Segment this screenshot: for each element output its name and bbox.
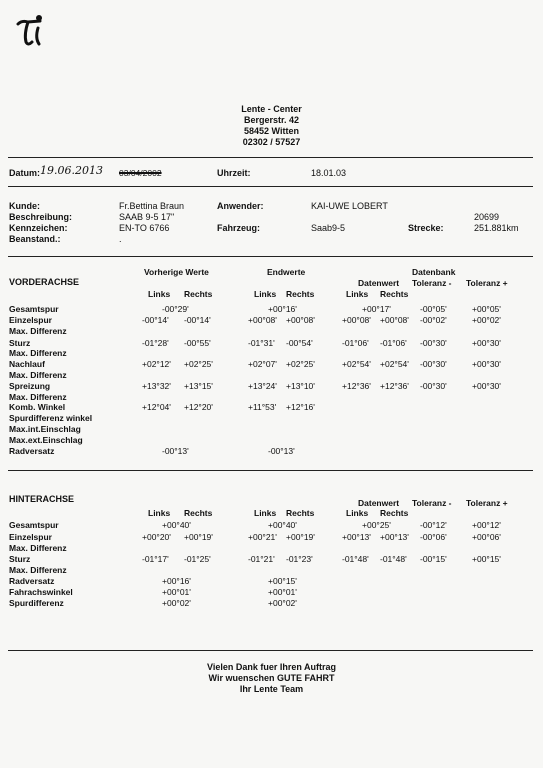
beschreibung-value: SAAB 9-5 17" [119,212,175,222]
va-value-tm: -00°02' [420,315,447,325]
ha-datenwert-rechts-header: Rechts [380,508,409,518]
va-row-label: Max. Differenz [9,348,67,358]
address-street: Bergerstr. 42 [243,115,300,125]
ha-value-d-c: +00°25' [362,520,391,530]
ha-value-e-c: +00°02' [268,598,297,608]
endwerte-header: Endwerte [267,267,306,277]
vorherige-links-header: Links [148,289,171,299]
va-row-label: Spreizung [9,381,51,391]
anwender-label: Anwender: [217,201,264,211]
va-value-e-l: +02°07' [248,359,277,369]
va-row-label: Max. Differenz [9,392,67,402]
divider [8,650,533,651]
kunde-value: Fr.Bettina Braun [119,201,185,211]
vorderachse-title: VORDERACHSE [9,277,80,287]
ha-value-tp: +00°06' [472,532,501,542]
vorherige-rechts-header: Rechts [184,289,213,299]
va-value-v-l: +02°12' [142,359,171,369]
kennzeichen-value: EN-TO 6766 [119,223,170,233]
va-value-tm: -00°30' [420,381,447,391]
va-row-label: Sturz [9,338,31,348]
datum-label: Datum: [9,168,40,178]
ha-value-e-c: +00°01' [268,587,297,597]
ha-row-label: Radversatz [9,576,55,586]
lente-logo-icon [14,12,46,48]
ha-toleranz-minus-header: Toleranz - [412,498,452,508]
ha-value-tm: -00°12' [420,520,447,530]
ha-datenwert-header: Datenwert [358,498,400,508]
ha-value-tm: -00°06' [420,532,447,542]
hinterachse-title: HINTERACHSE [9,494,75,504]
va-value-e-l: +13°24' [248,381,277,391]
va-value-d-r: -01°06' [380,338,407,348]
va-value-v-r: -00°55' [184,338,211,348]
ha-value-tp: +00°12' [472,520,501,530]
va-row-label: Spurdifferenz winkel [9,413,93,423]
address-city: 58452 Witten [244,126,299,136]
vorherige-werte-header: Vorherige Werte [144,267,209,277]
ha-value-d-r: +00°13' [380,532,409,542]
va-value-e-r: -00°54' [286,338,313,348]
kennzeichen-label: Kennzeichen: [9,223,68,233]
ha-value-v-c: +00°02' [162,598,191,608]
va-value-tm: -00°30' [420,338,447,348]
va-value-e-r: +00°08' [286,315,315,325]
ha-row-label: Fahrachswinkel [9,587,73,597]
endwerte-rechts-header: Rechts [286,289,315,299]
ha-value-v-r: -01°25' [184,554,211,564]
va-row-label: Radversatz [9,446,55,456]
va-value-tp: +00°30' [472,381,501,391]
ha-value-e-r: -01°23' [286,554,313,564]
va-row-label: Max.ext.Einschlag [9,435,83,445]
va-value-d-l: -01°06' [342,338,369,348]
datenwert-rechts-header: Rechts [380,289,409,299]
va-value-e-c: +00°16' [268,304,297,314]
va-value-d-r: +00°08' [380,315,409,325]
va-value-tp: +00°02' [472,315,501,325]
kunde-label: Kunde: [9,201,40,211]
footer-team: Ihr Lente Team [239,684,304,694]
va-value-tm: -00°05' [420,304,447,314]
va-row-label: Komb. Winkel [9,402,66,412]
va-value-v-l: -00°14' [142,315,169,325]
ha-endwerte-rechts-header: Rechts [286,508,315,518]
ha-value-v-l: -01°17' [142,554,169,564]
va-row-label: Nachlauf [9,359,45,369]
va-value-e-r: +12°16' [286,402,315,412]
ha-value-e-c: +00°40' [268,520,297,530]
beschreibung-label: Beschreibung: [9,212,73,222]
va-value-tm: -00°30' [420,359,447,369]
footer-thanks: Vielen Dank fuer Ihren Auftrag [206,662,337,672]
anwender-value: KAI-UWE LOBERT [311,201,388,211]
ha-row-label: Gesamtspur [9,520,59,530]
ha-row-label: Sturz [9,554,31,564]
address-name: Lente - Center [241,104,302,114]
ha-value-d-r: -01°48' [380,554,407,564]
va-value-d-r: +12°36' [380,381,409,391]
beanstand-value: . [119,234,122,244]
ha-vorherige-rechts-header: Rechts [184,508,213,518]
va-row-label: Max. Differenz [9,326,67,336]
va-value-v-r: +13°15' [184,381,213,391]
va-value-d-l: +02°54' [342,359,371,369]
va-value-d-l: +12°36' [342,381,371,391]
va-value-e-r: +13°10' [286,381,315,391]
va-value-tp: +00°30' [472,338,501,348]
va-row-label: Gesamtspur [9,304,59,314]
beanstand-label: Beanstand.: [9,234,61,244]
strecke-label: Strecke: [408,223,444,233]
ha-value-e-r: +00°19' [286,532,315,542]
va-value-v-l: -01°28' [142,338,169,348]
ha-value-d-l: +00°13' [342,532,371,542]
ha-value-v-l: +00°20' [142,532,171,542]
ha-row-label: Max. Differenz [9,565,67,575]
uhrzeit-label: Uhrzeit: [217,168,251,178]
va-value-v-r: +02°25' [184,359,213,369]
ha-toleranz-plus-header: Toleranz + [466,498,508,508]
ha-row-label: Max. Differenz [9,543,67,553]
va-value-v-r: -00°14' [184,315,211,325]
ha-row-label: Spurdifferenz [9,598,64,608]
datenbank-header: Datenbank [412,267,456,277]
va-value-d-r: +02°54' [380,359,409,369]
ha-value-e-l: -01°21' [248,554,275,564]
datum-struck-value: 03/04/2002 [119,168,162,178]
ha-row-label: Einzelspur [9,532,52,542]
datum-handwritten: 19.06.2013 [40,164,103,177]
va-value-d-l: +00°08' [342,315,371,325]
ha-value-e-c: +00°15' [268,576,297,586]
va-row-label: Max. Differenz [9,370,67,380]
ha-endwerte-links-header: Links [254,508,277,518]
toleranz-plus-header: Toleranz + [466,278,508,288]
divider [8,256,533,257]
datenwert-links-header: Links [346,289,369,299]
fahrzeug-label: Fahrzeug: [217,223,261,233]
ha-value-e-l: +00°21' [248,532,277,542]
va-value-v-c: -00°13' [162,446,189,456]
ha-value-v-c: +00°01' [162,587,191,597]
strecke-value: 251.881km [474,223,519,233]
va-value-e-l: -01°31' [248,338,275,348]
va-value-v-c: -00°29' [162,304,189,314]
va-value-e-r: +02°25' [286,359,315,369]
ha-datenwert-links-header: Links [346,508,369,518]
address-phone: 02302 / 57527 [242,137,301,147]
ha-value-v-r: +00°19' [184,532,213,542]
va-value-v-l: +13°32' [142,381,171,391]
strecke-number: 20699 [474,212,500,222]
va-row-label: Einzelspur [9,315,52,325]
va-value-e-l: +00°08' [248,315,277,325]
divider [8,157,533,158]
va-value-v-r: +12°20' [184,402,213,412]
va-value-d-c: +00°17' [362,304,391,314]
uhrzeit-value: 18.01.03 [311,168,347,178]
va-value-e-c: -00°13' [268,446,295,456]
datenwert-header: Datenwert [358,278,400,288]
toleranz-minus-header: Toleranz - [412,278,452,288]
footer-drive: Wir wuenschen GUTE FAHRT [208,673,335,683]
va-value-e-l: +11°53' [248,402,277,412]
endwerte-links-header: Links [254,289,277,299]
ha-value-v-c: +00°40' [162,520,191,530]
ha-value-tm: -00°15' [420,554,447,564]
ha-vorherige-links-header: Links [148,508,171,518]
va-row-label: Max.int.Einschlag [9,424,81,434]
va-value-v-l: +12°04' [142,402,171,412]
divider [8,186,533,187]
ha-value-tp: +00°15' [472,554,501,564]
va-value-tp: +00°30' [472,359,501,369]
divider [8,470,533,471]
ha-value-d-l: -01°48' [342,554,369,564]
va-value-tp: +00°05' [472,304,501,314]
fahrzeug-value: Saab9-5 [311,223,346,233]
ha-value-v-c: +00°16' [162,576,191,586]
